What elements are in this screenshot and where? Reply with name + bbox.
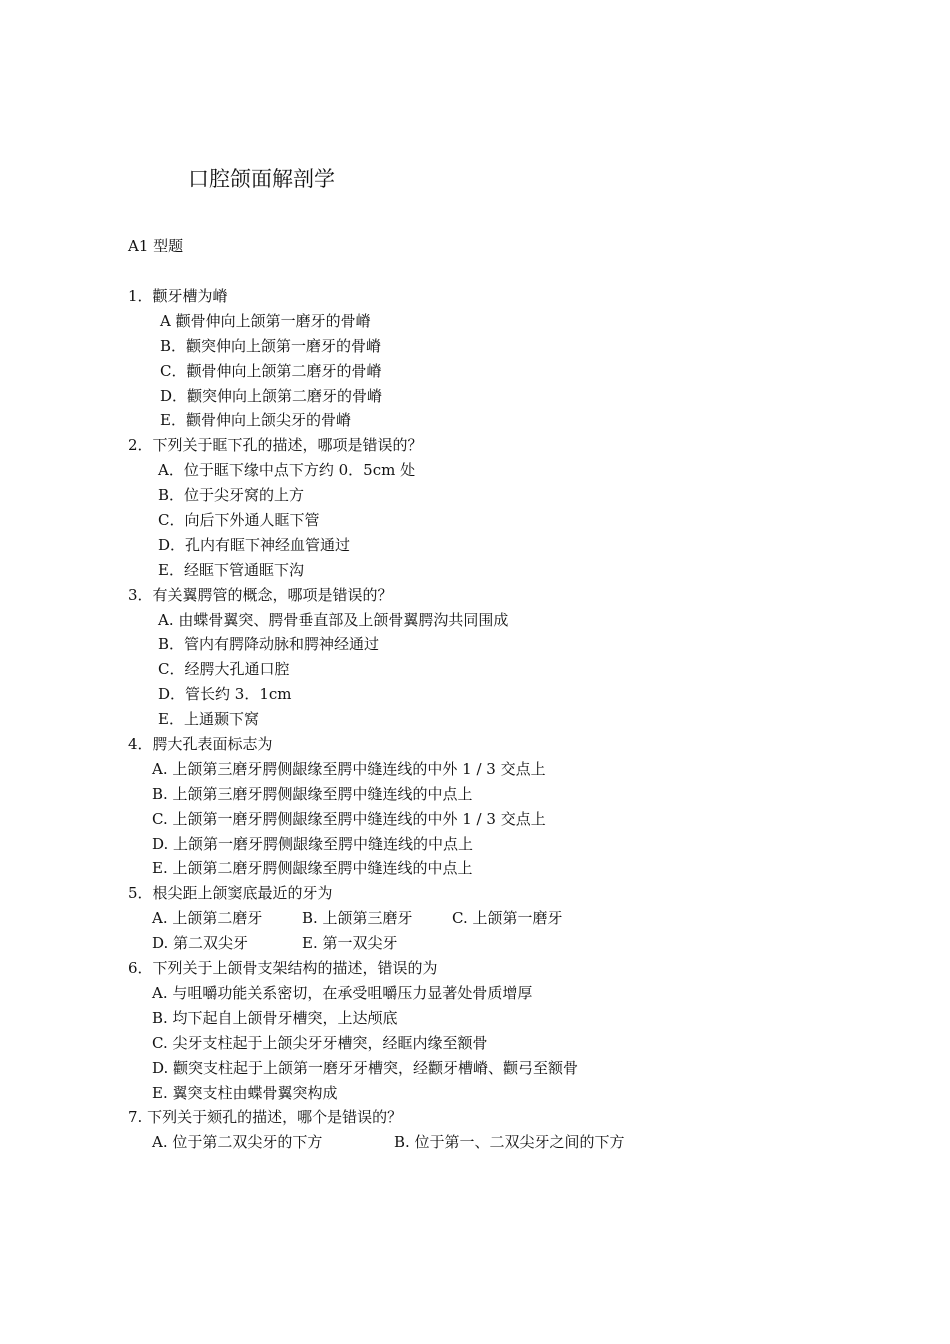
question-option: A. 上颌第二磨牙 — [152, 909, 263, 928]
question-option: B．位于尖牙窝的上方 — [158, 486, 305, 505]
question-list — [128, 284, 908, 1155]
question-option: D．颧突伸向上颌第二磨牙的骨嵴 — [160, 386, 383, 405]
question-option: C．经腭大孔通口腔 — [158, 660, 290, 679]
question-option-row — [128, 931, 908, 956]
question-option: A．位于眶下缘中点下方约 0．5cm 处 — [158, 461, 416, 480]
question-option: C. 上颌第一磨牙腭侧龈缘至腭中缝连线的中外 1 / 3 交点上 — [152, 809, 546, 828]
question-option: E．上通颞下窝 — [158, 710, 259, 729]
question-option: B. 上颌第三磨牙 — [302, 909, 413, 928]
question-option: C. 上颌第一磨牙 — [452, 909, 563, 928]
question-option: A. 与咀嚼功能关系密切，在承受咀嚼压力显著处骨质增厚 — [152, 983, 533, 1002]
question-option: E．颧骨伸向上颌尖牙的骨嵴 — [160, 411, 351, 430]
section-heading: A1 型题 — [128, 237, 184, 255]
question-option: D. 第二双尖牙 — [152, 934, 249, 953]
question-option: D．管长约 3．1cm — [158, 685, 292, 704]
question-option: D．孔内有眶下神经血管通过 — [158, 535, 351, 554]
question-option: A. 上颌第三磨牙腭侧龈缘至腭中缝连线的中外 1 / 3 交点上 — [152, 759, 546, 778]
question-stem: 1．颧牙槽为嵴 — [128, 287, 228, 305]
question-option: E. 第一双尖牙 — [302, 934, 398, 953]
question-option: D. 颧突支柱起于上颌第一磨牙牙槽突，经颧牙槽嵴、颧弓至额骨 — [152, 1058, 579, 1077]
question-option: A 颧骨伸向上颌第一磨牙的骨嵴 — [160, 311, 371, 330]
question-option: B. 均下起自上颌骨牙槽突，上达颅底 — [152, 1008, 398, 1027]
question-option: B. 位于第一、二双尖牙之间的下方 — [394, 1133, 625, 1152]
question-option-row — [128, 1130, 908, 1155]
question-stem: 3．有关翼腭管的概念，哪项是错误的？ — [128, 585, 393, 604]
question-option: E．经眶下管通眶下沟 — [158, 560, 304, 579]
question-stem: 4．腭大孔表面标志为 — [128, 735, 273, 754]
question-option: B. 上颌第三磨牙腭侧龈缘至腭中缝连线的中点上 — [152, 784, 473, 803]
question-stem: 5．根尖距上颌窦底最近的牙为 — [128, 884, 333, 903]
question-option: C. 尖牙支柱起于上颌尖牙牙槽突，经眶内缘至额骨 — [152, 1033, 488, 1052]
question-stem: 7. 下列关于颏孔的描述，哪个是错误的？ — [128, 1108, 403, 1127]
question-option: E. 上颌第二磨牙腭侧龈缘至腭中缝连线的中点上 — [152, 859, 473, 878]
question-option: D. 上颌第一磨牙腭侧龈缘至腭中缝连线的中点上 — [152, 834, 474, 853]
question-stem: 6．下列关于上颌骨支架结构的描述，错误的为 — [128, 959, 438, 978]
question-option: E. 翼突支柱由蝶骨翼突构成 — [152, 1083, 338, 1102]
page-title: 口腔颌面解剖学 — [188, 167, 335, 191]
question-option: C．向后下外通人眶下管 — [158, 511, 320, 530]
question-option: A. 位于第二双尖牙的下方 — [152, 1133, 323, 1152]
question-option: B．管内有腭降动脉和腭神经通过 — [158, 635, 380, 654]
question-option-row — [128, 906, 908, 931]
question-option: C．颧骨伸向上颌第二磨牙的骨嵴 — [160, 361, 382, 380]
question-stem: 2．下列关于眶下孔的描述，哪项是错误的？ — [128, 436, 423, 455]
question-option: B．颧突伸向上颌第一磨牙的骨嵴 — [160, 336, 382, 355]
question-option: A. 由蝶骨翼突、腭骨垂直部及上颌骨翼腭沟共同围成 — [158, 610, 509, 629]
